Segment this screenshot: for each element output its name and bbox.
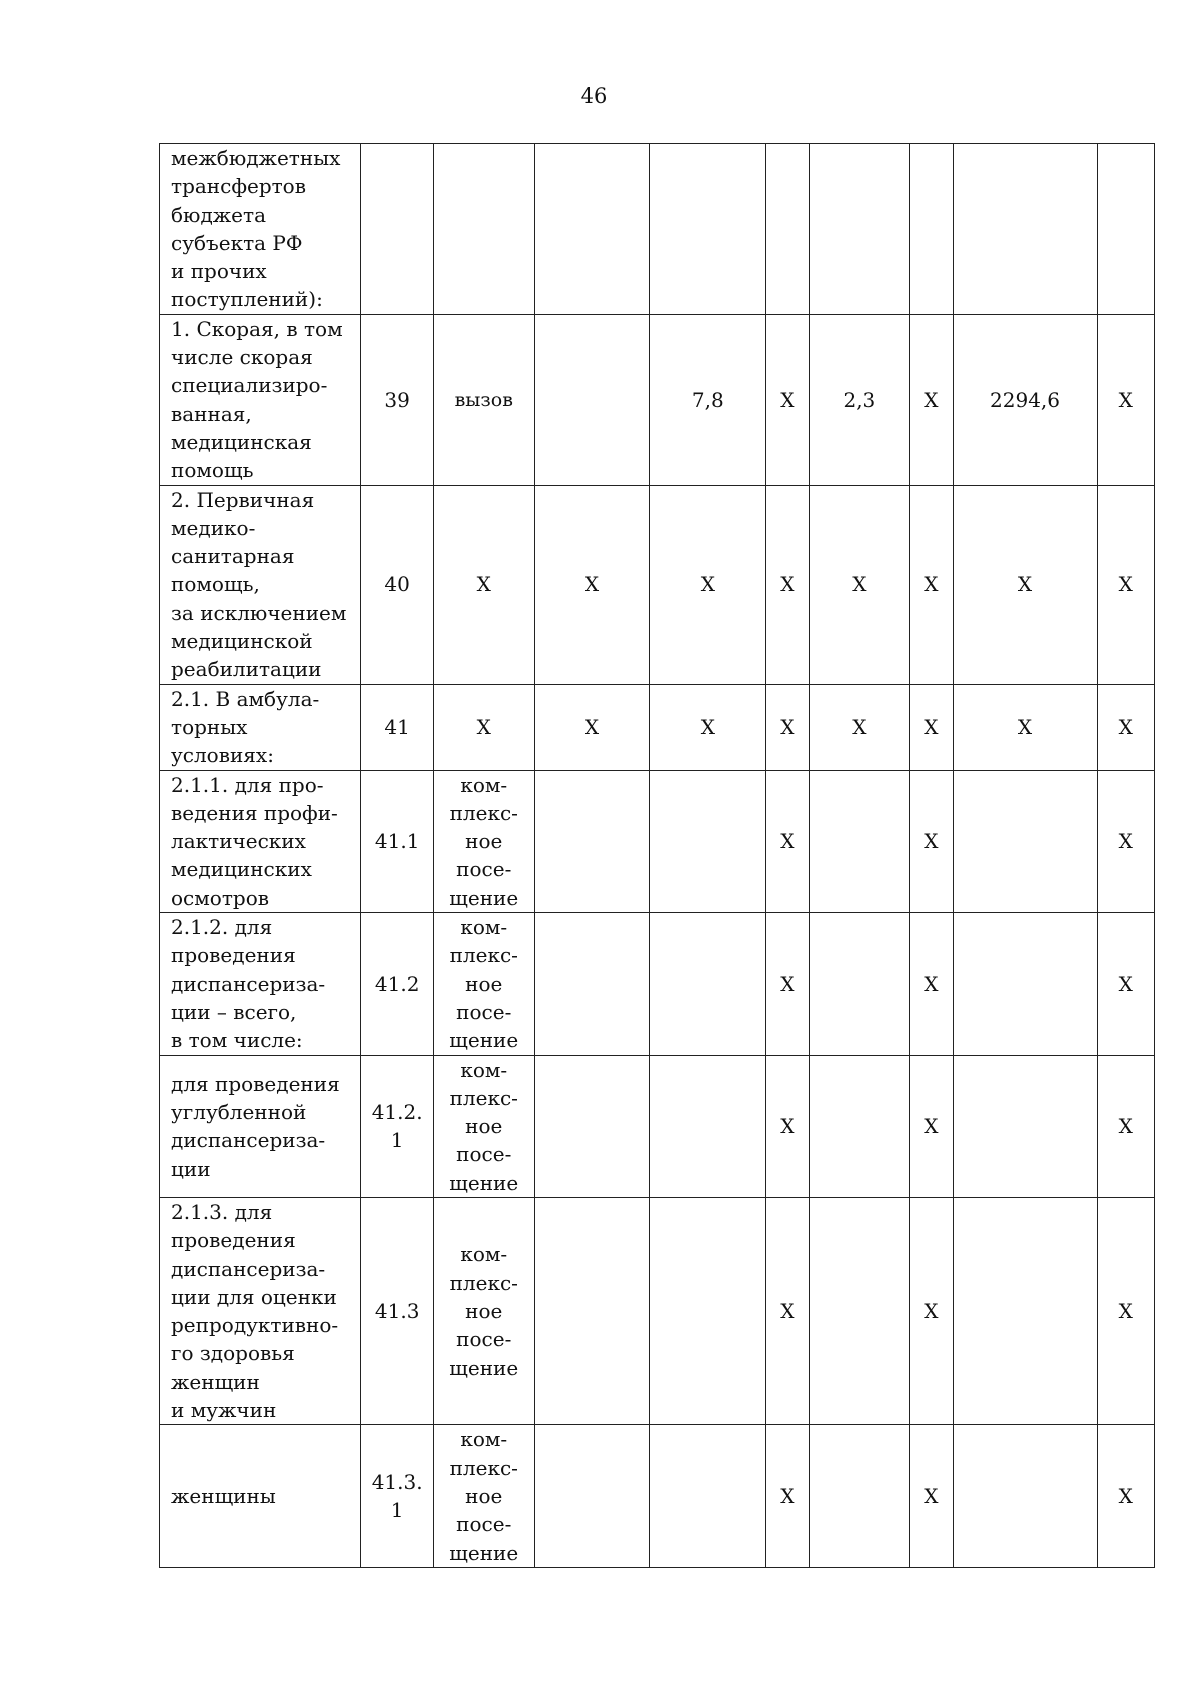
table-cell: Х xyxy=(1097,1197,1154,1424)
row-unit: ком- плекс- ное посе- щение xyxy=(433,913,534,1055)
row-number: 41 xyxy=(361,684,434,770)
row-number: 40 xyxy=(361,485,434,684)
table-row xyxy=(160,1425,1155,1567)
table-row xyxy=(160,1055,1155,1197)
table-row xyxy=(160,144,1155,315)
row-unit xyxy=(433,144,534,315)
table-row xyxy=(160,770,1155,912)
table-cell xyxy=(650,144,766,315)
table-cell xyxy=(534,314,650,485)
table-cell: Х xyxy=(1097,485,1154,684)
table-cell: Х xyxy=(650,485,766,684)
table-cell: Х xyxy=(534,485,650,684)
row-name: женщины xyxy=(160,1425,361,1567)
table-cell: Х xyxy=(1097,913,1154,1055)
row-name: для проведения углубленной диспансериза- ции xyxy=(160,1055,361,1197)
page-number: 46 xyxy=(580,84,608,108)
table-cell xyxy=(809,144,910,315)
table-cell xyxy=(534,913,650,1055)
table-cell: Х xyxy=(766,485,809,684)
table-cell xyxy=(650,1055,766,1197)
table-cell xyxy=(953,1055,1097,1197)
row-number: 41.3 xyxy=(361,1197,434,1424)
table-cell xyxy=(809,913,910,1055)
row-name: 1. Скорая, в том числе скорая специализиро- ванная, медицинская помощь xyxy=(160,314,361,485)
table-cell: Х xyxy=(1097,684,1154,770)
table-cell: Х xyxy=(809,485,910,684)
table-cell: 7,8 xyxy=(650,314,766,485)
table-cell xyxy=(534,1197,650,1424)
table-cell xyxy=(650,770,766,912)
table-cell xyxy=(809,1197,910,1424)
table-cell: Х xyxy=(766,1425,809,1567)
row-unit: ком- плекс- ное посе- щение xyxy=(433,770,534,912)
table-cell: Х xyxy=(766,770,809,912)
row-unit: ком- плекс- ное посе- щение xyxy=(433,1055,534,1197)
row-name: 2.1.1. для про- ведения профи- лактических медицинских осмотров xyxy=(160,770,361,912)
row-name: 2.1.3. для проведения диспансериза- ции для оценки репродуктивно- го здоровья женщин и мужчин xyxy=(160,1197,361,1424)
table-cell: Х xyxy=(910,770,953,912)
table-cell xyxy=(650,1197,766,1424)
table-row xyxy=(160,913,1155,1055)
table-cell: Х xyxy=(1097,314,1154,485)
table-cell xyxy=(534,770,650,912)
table-cell xyxy=(809,1425,910,1567)
table-cell: Х xyxy=(650,684,766,770)
table-cell: Х xyxy=(1097,1055,1154,1197)
row-unit: Х xyxy=(433,485,534,684)
data-table xyxy=(159,143,1155,1568)
table-cell xyxy=(766,144,809,315)
table-cell xyxy=(534,1425,650,1567)
table-row xyxy=(160,684,1155,770)
table-cell: Х xyxy=(910,1425,953,1567)
table-cell: Х xyxy=(766,1197,809,1424)
table-cell xyxy=(1097,144,1154,315)
row-name: 2.1.2. для проведения диспансериза- ции – всего, в том числе: xyxy=(160,913,361,1055)
table-cell xyxy=(953,144,1097,315)
table-cell xyxy=(650,913,766,1055)
table-cell: Х xyxy=(910,684,953,770)
table-cell: Х xyxy=(953,485,1097,684)
table-row xyxy=(160,1197,1155,1424)
table-cell: Х xyxy=(1097,1425,1154,1567)
row-unit: Х xyxy=(433,684,534,770)
table-cell: Х xyxy=(910,1197,953,1424)
table-cell xyxy=(953,913,1097,1055)
table-cell: Х xyxy=(910,1055,953,1197)
table-cell xyxy=(910,144,953,315)
table-cell xyxy=(953,1197,1097,1424)
table-cell xyxy=(534,144,650,315)
row-number: 41.1 xyxy=(361,770,434,912)
row-number: 41.2. 1 xyxy=(361,1055,434,1197)
row-unit: ком- плекс- ное посе- щение xyxy=(433,1197,534,1424)
table-cell xyxy=(953,770,1097,912)
table-cell: Х xyxy=(766,684,809,770)
row-number: 41.2 xyxy=(361,913,434,1055)
row-unit: вызов xyxy=(433,314,534,485)
row-unit: ком- плекс- ное посе- щение xyxy=(433,1425,534,1567)
row-number: 39 xyxy=(361,314,434,485)
table-cell: Х xyxy=(953,684,1097,770)
table-cell: 2,3 xyxy=(809,314,910,485)
table-cell: 2294,6 xyxy=(953,314,1097,485)
table-row xyxy=(160,485,1155,684)
table-cell: Х xyxy=(1097,770,1154,912)
table-cell: Х xyxy=(910,314,953,485)
table-cell xyxy=(809,770,910,912)
table-cell: Х xyxy=(534,684,650,770)
table-cell xyxy=(650,1425,766,1567)
table-cell: Х xyxy=(809,684,910,770)
row-name: межбюджетных трансфертов бюджета субъекта РФ и прочих поступлений): xyxy=(160,144,361,315)
table-cell: Х xyxy=(910,485,953,684)
table-cell: Х xyxy=(910,913,953,1055)
table-cell xyxy=(809,1055,910,1197)
row-name: 2.1. В амбула- торных условиях: xyxy=(160,684,361,770)
table-cell xyxy=(534,1055,650,1197)
table-cell xyxy=(953,1425,1097,1567)
table-row xyxy=(160,314,1155,485)
row-number xyxy=(361,144,434,315)
table-cell: Х xyxy=(766,913,809,1055)
row-number: 41.3. 1 xyxy=(361,1425,434,1567)
table-cell: Х xyxy=(766,314,809,485)
row-name: 2. Первичная медико- санитарная помощь, за исключением медицинской реабилитации xyxy=(160,485,361,684)
table-cell: Х xyxy=(766,1055,809,1197)
